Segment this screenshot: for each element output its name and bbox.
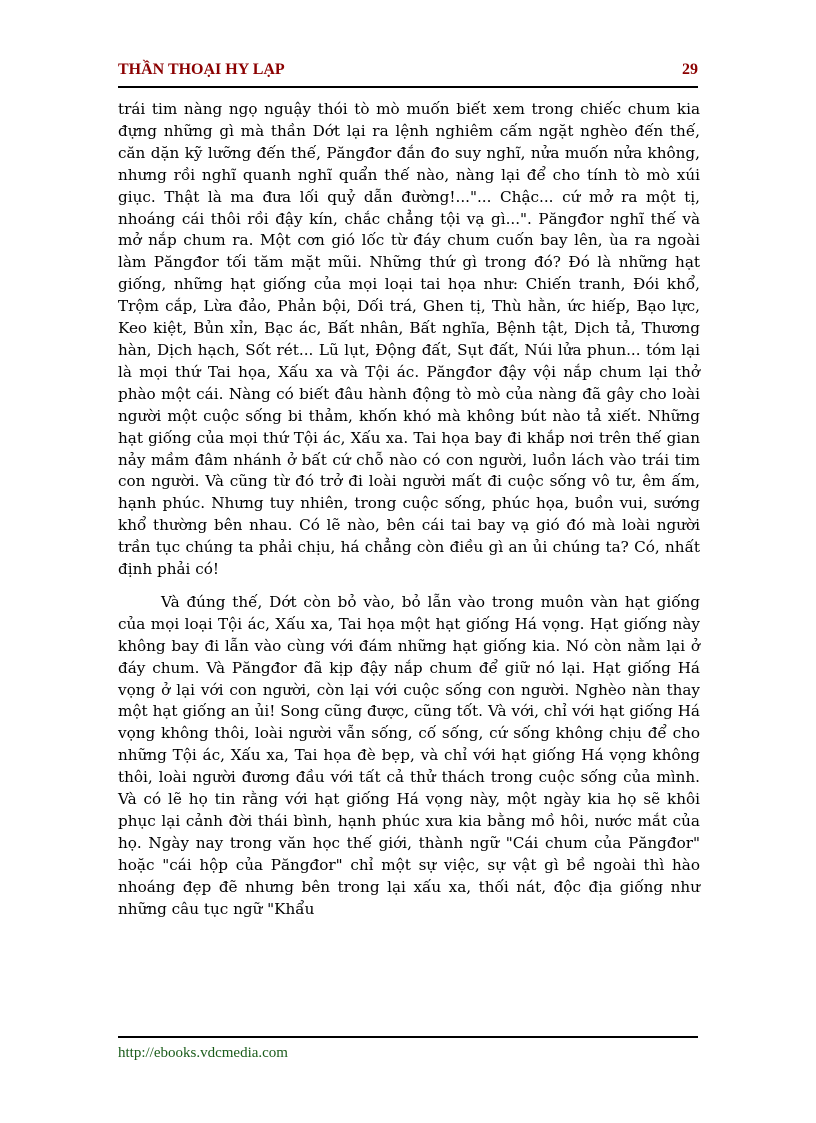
footer-url-link[interactable]: http://ebooks.vdcmedia.com (118, 1045, 288, 1061)
footer-divider (118, 1036, 698, 1038)
header-divider (118, 86, 698, 88)
page-header (118, 61, 698, 85)
page-number: 29 (682, 61, 698, 78)
paragraph: Và đúng thế, Dớt còn bỏ vào, bỏ lẫn vào trong muôn vàn hạt giống của mọi loại Tội ác, Xấu xa, Tai họa một hạt giống Há vọng. Hạt giống này không bay đi lẫn vào cùng với đám những hạt giống kia. Nó còn nằm lại ở đáy chum. Và Păngđor đã kịp đậy nắp chum để giữ nó lại. Hạt giống Há vọng ở lại với con người, còn lại với cuộc sống con người. Nghèo nàn thay một hạt giống an ủi! Song cũng được, cũng tốt. Và với, chỉ với hạt giống Há vọng không thôi, loài người vẫn sống, cố sống, cứ sống không chịu để cho những Tội ác, Xấu xa, Tai họa đè bẹp, và chỉ với hạt giống Há vọng không thôi, loài người đương đầu với tất cả thử thách trong cuộc sống của mình. Và có lẽ họ tin rằng với hạt giống Há vọng này, một ngày kia họ sẽ khôi phục lại cảnh đời thái bình, hạnh phúc xưa kia bằng mồ hôi, nước mắt của họ. Ngày nay trong văn học thế giới, thành ngữ "Cái chum của Păngđor" hoặc "cái hộp của Păngđor" chỉ một sự việc, sự vật gì bề ngoài thì hào nhoáng đẹp đẽ nhưng bên trong lại xấu xa, thối nát, độc địa giống như những câu tục ngữ "Khẩu (118, 592, 700, 918)
book-title: THẦN THOẠI HY LẠP (118, 61, 285, 78)
paragraph: trái tim nàng ngọ nguậy thói tò mò muốn biết xem trong chiếc chum kia đựng những gì mà thần Dớt lại ra lệnh nghiêm cấm ngặt nghèo đến thế, căn dặn kỹ lưỡng đến thế, Păngđor đắn đo suy nghĩ, nửa muốn nửa không, nhưng rồi nghĩ quanh nghĩ quẩn thế nào, nàng lại để cho tính tò mò xúi giục. Thật là ma đưa lối quỷ dẫn đường!..."... Chậc... cứ mở ra một tị, nhoáng cái thôi rồi đậy kín, chắc chẳng tội vạ gì...". Păngđor nghĩ thế và mở nắp chum ra. Một cơn gió lốc từ đáy chum cuốn bay lên, ùa ra ngoài làm Păngđor tối tăm mặt mũi. Những thứ gì trong đó? Đó là những hạt giống, những hạt giống của mọi loại tai họa như: Chiến tranh, Đói khổ, Trộm cắp, Lừa đảo, Phản bội, Dối trá, Ghen tị, Thù hằn, ức hiếp, Bạo lực, Keo kiệt, Bủn xỉn, Bạc ác, Bất nhân, Bất nghĩa, Bệnh tật, Dịch tả, Thương hàn, Dịch hạch, Sốt rét... Lũ lụt, Động đất, Sụt đất, Núi lửa phun... tóm lại là mọi thứ Tai họa, Xấu xa và Tội ác. Păngđor đậy vội nắp chum lại thở phào một cái. Nàng có biết đâu hành động tò mò của nàng đã gây cho loài người một cuộc sống bi thảm, khốn khó mà không bút nào tả xiết. Những hạt giống của mọi thứ Tội ác, Xấu xa. Tai họa bay đi khắp nơi trên thế gian nảy mầm đâm nhánh ở bất cứ chỗ nào có con người, luồn lách vào trái tim con người. Và cũng từ đó trở đi loài người mất đi cuộc sống vô tư, êm ấm, hạnh phúc. Nhưng tuy nhiên, trong cuộc sống, phúc họa, buồn vui, sướng khổ thường bên nhau. Có lẽ nào, bên cái tai bay vạ gió đó mà loài người trần tục chúng ta phải chịu, há chẳng còn điều gì an ủi chúng ta? Có, nhất định phải có! (118, 100, 700, 579)
main-text (118, 99, 700, 921)
